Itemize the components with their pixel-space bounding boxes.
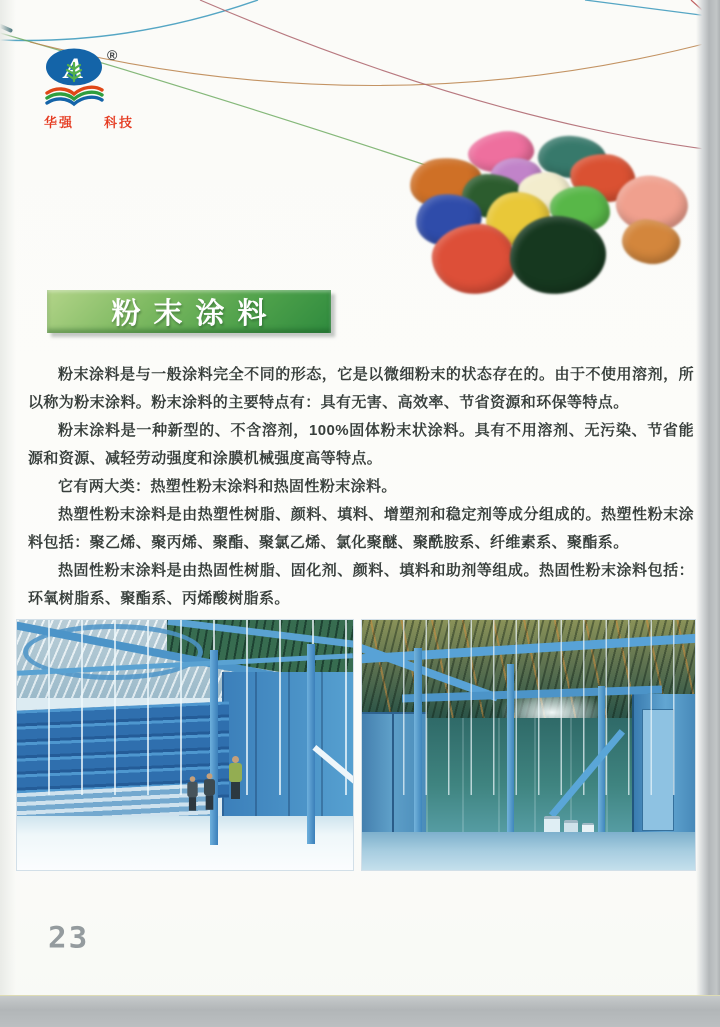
photo1-worker <box>204 773 215 810</box>
scan-edge-left <box>0 0 16 1027</box>
paragraph-2: 粉末涂料是一种新型的、不含溶剂，100%固体粉末状涂料。具有不用溶剂、无污染、节省能源和资源、减轻劳动强度和涂膜机械强度高等特点。 <box>28 422 694 467</box>
logo-book-waves-icon <box>47 87 102 104</box>
section-title-banner <box>47 290 331 333</box>
photo2-post <box>507 664 514 855</box>
brand-name <box>44 112 134 131</box>
photo2-post <box>598 686 605 854</box>
paragraph-4: 热塑性粉末涂料是由热塑性树脂、颜料、填料、增塑剂和稳定剂等成分组成的。热塑性粉末涂料包括：聚乙烯、聚丙烯、聚酯、聚氯乙烯、氯化聚醚、聚酰胺系、纤维素系、聚酯系。 <box>28 506 694 551</box>
paragraph-5: 热固性粉末涂料是由热固性树脂、固化剂、颜料、填料和助剂等组成。热固性粉末涂料包括：环氧树脂系、聚酯系、丙烯酸树脂系。 <box>28 562 694 607</box>
registered-trademark: ® <box>107 47 118 63</box>
brand-left: 华强 <box>44 115 75 130</box>
logo-emblem-icon <box>44 48 134 110</box>
company-logo <box>44 48 134 136</box>
photo1-hanging-rods <box>17 620 353 795</box>
factory-photo-2 <box>362 620 695 870</box>
photo2-post <box>414 648 422 855</box>
photo1-worker-green-jacket <box>229 756 242 799</box>
scan-edge-right <box>696 0 720 1027</box>
scan-edge-bottom <box>0 995 720 1027</box>
photo1-worker <box>187 776 197 810</box>
logo-letter: A <box>63 52 85 85</box>
page-number: 23 <box>48 920 90 956</box>
photo2-hanging-rods <box>382 620 695 795</box>
photo1-post <box>210 650 218 845</box>
photo2-floor <box>362 832 695 870</box>
paragraph-1: 粉末涂料是与一般涂料完全不同的形态，它是以微细粉末的状态存在的。由于不使用溶剂，所以称为粉末涂料。粉末涂料的主要特点有：具有无害、高效率、节省资源和环保等特点。 <box>28 366 694 411</box>
body-text <box>28 361 694 613</box>
paragraph-3: 它有两大类：热塑性粉末涂料和热固性粉末涂料。 <box>58 478 397 495</box>
brand-right: 科技 <box>103 115 134 130</box>
photo1-post <box>307 644 315 844</box>
photo1-floor <box>17 816 353 870</box>
powder-colors-image <box>392 118 700 322</box>
section-title: 粉末涂料 <box>111 298 280 330</box>
factory-photo-1 <box>17 620 353 870</box>
